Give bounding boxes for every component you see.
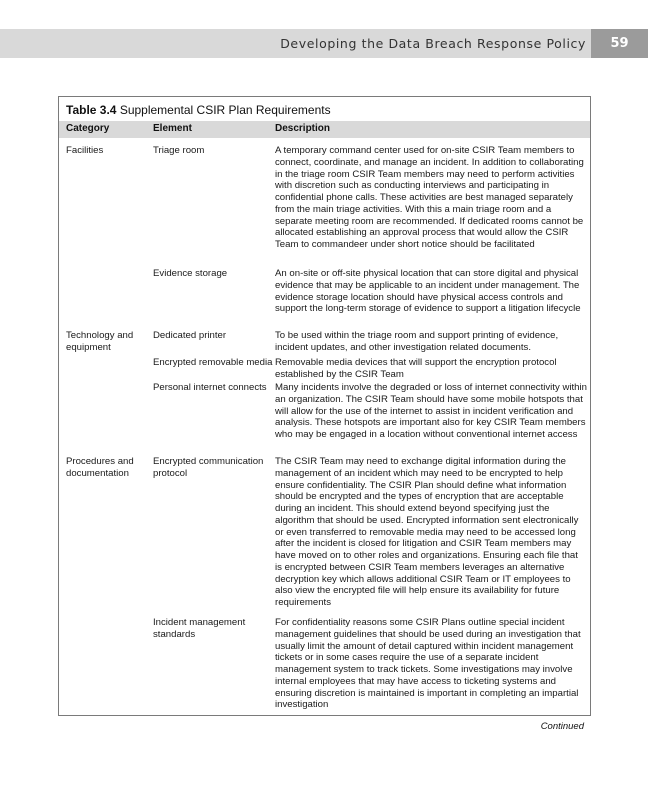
column-header-category: Category bbox=[66, 123, 110, 134]
table-caption-text: Supplemental CSIR Plan Requirements bbox=[119, 103, 331, 117]
table-caption-label: Table 3.4 bbox=[66, 103, 117, 117]
continued-note: Continued bbox=[540, 721, 584, 732]
table-caption bbox=[66, 103, 331, 117]
row-5-description: Many incidents involve the degraded or loss of internet connectivity within an organization. The CSIR Team should have some mobile hotspots that will allow for the use of the internet to assist in incident verification and analysis. These hotspots are important also for key CSIR Team members who may be engaged in a location without conventional internet access bbox=[275, 382, 587, 440]
chapter-title: Developing the Data Breach Response Policy bbox=[280, 36, 586, 51]
running-header bbox=[0, 29, 648, 58]
table-3-4 bbox=[58, 96, 591, 716]
row-1-category: Facilities bbox=[66, 145, 104, 156]
column-header-description: Description bbox=[275, 123, 331, 134]
row-4-element: Encrypted removable media bbox=[153, 357, 273, 368]
row-7-element: Incident management standards bbox=[153, 617, 246, 640]
row-3-category: Technology and equipment bbox=[66, 330, 134, 353]
row-6-element: Encrypted communication protocol bbox=[153, 456, 264, 479]
row-2-description: An on-site or off-site physical location that can store digital and physical evidence that may be applicable to an incident under management. The evidence storage location should have physical access controls and support the long-term storage of evidence to support a litigation lifecycle bbox=[275, 268, 581, 315]
table-header-row bbox=[59, 121, 590, 138]
row-7-description: For confidentiality reasons some CSIR Plans outline special incident management guidelines that should be used during an investigation that usually limit the amount of detail captured within incident management tickets or in some cases require the use of a separate incident management system to track tickets. Some investigations may involve internal employees that may have access to ticketing systems and ensuring discretion is maintained is important in completing an impartial investigation bbox=[275, 617, 581, 711]
row-2-element: Evidence storage bbox=[153, 268, 228, 279]
row-6-description: The CSIR Team may need to exchange digital information during the management of an incident which may need to be encrypted to help ensure confidentiality. The CSIR Plan should define what information should be encrypted and the types of encryption that are acceptable during an incident. This should extend beyond specifying just the algorithm that should be used. Encrypted information sent electronically or even transferred to removable media may need to be accessed long after the incident is closed for litigation and CSIR Team members may have moved on to other roles and organizations. Ensuring each file that is encrypted between CSIR Team members leverages an alternative decryption key which allows additional CSIR Team or IT employees to also view the encrypted file will help ensure its availability for future requirements bbox=[275, 456, 579, 608]
row-3-description: To be used within the triage room and support printing of evidence, incident updates, and other investigation related documents. bbox=[275, 330, 559, 353]
column-header-element: Element bbox=[153, 123, 192, 134]
row-1-element: Triage room bbox=[153, 145, 205, 156]
row-5-element: Personal internet connects bbox=[153, 382, 267, 393]
row-1-description: A temporary command center used for on-site CSIR Team members to connect, coordinate, and manage an incident. In addition to collaborating in the triage room CSIR Team members may need to perform activities with discretion such as conducting interviews and participating in confidential phone calls. These activities are best managed separately from the main triage activities. With this a main triage room and a separate meeting room are recommended. If dedicated rooms cannot be allocated establishing an approval process that would allow the CSIR Team to commandeer under short notice should be facilitated bbox=[275, 145, 584, 250]
row-6-category: Procedures and documentation bbox=[66, 456, 134, 479]
page-number: 59 bbox=[591, 29, 648, 58]
row-3-element: Dedicated printer bbox=[153, 330, 227, 341]
row-4-description: Removable media devices that will support the encryption protocol established by the CSIR Team bbox=[275, 357, 557, 380]
